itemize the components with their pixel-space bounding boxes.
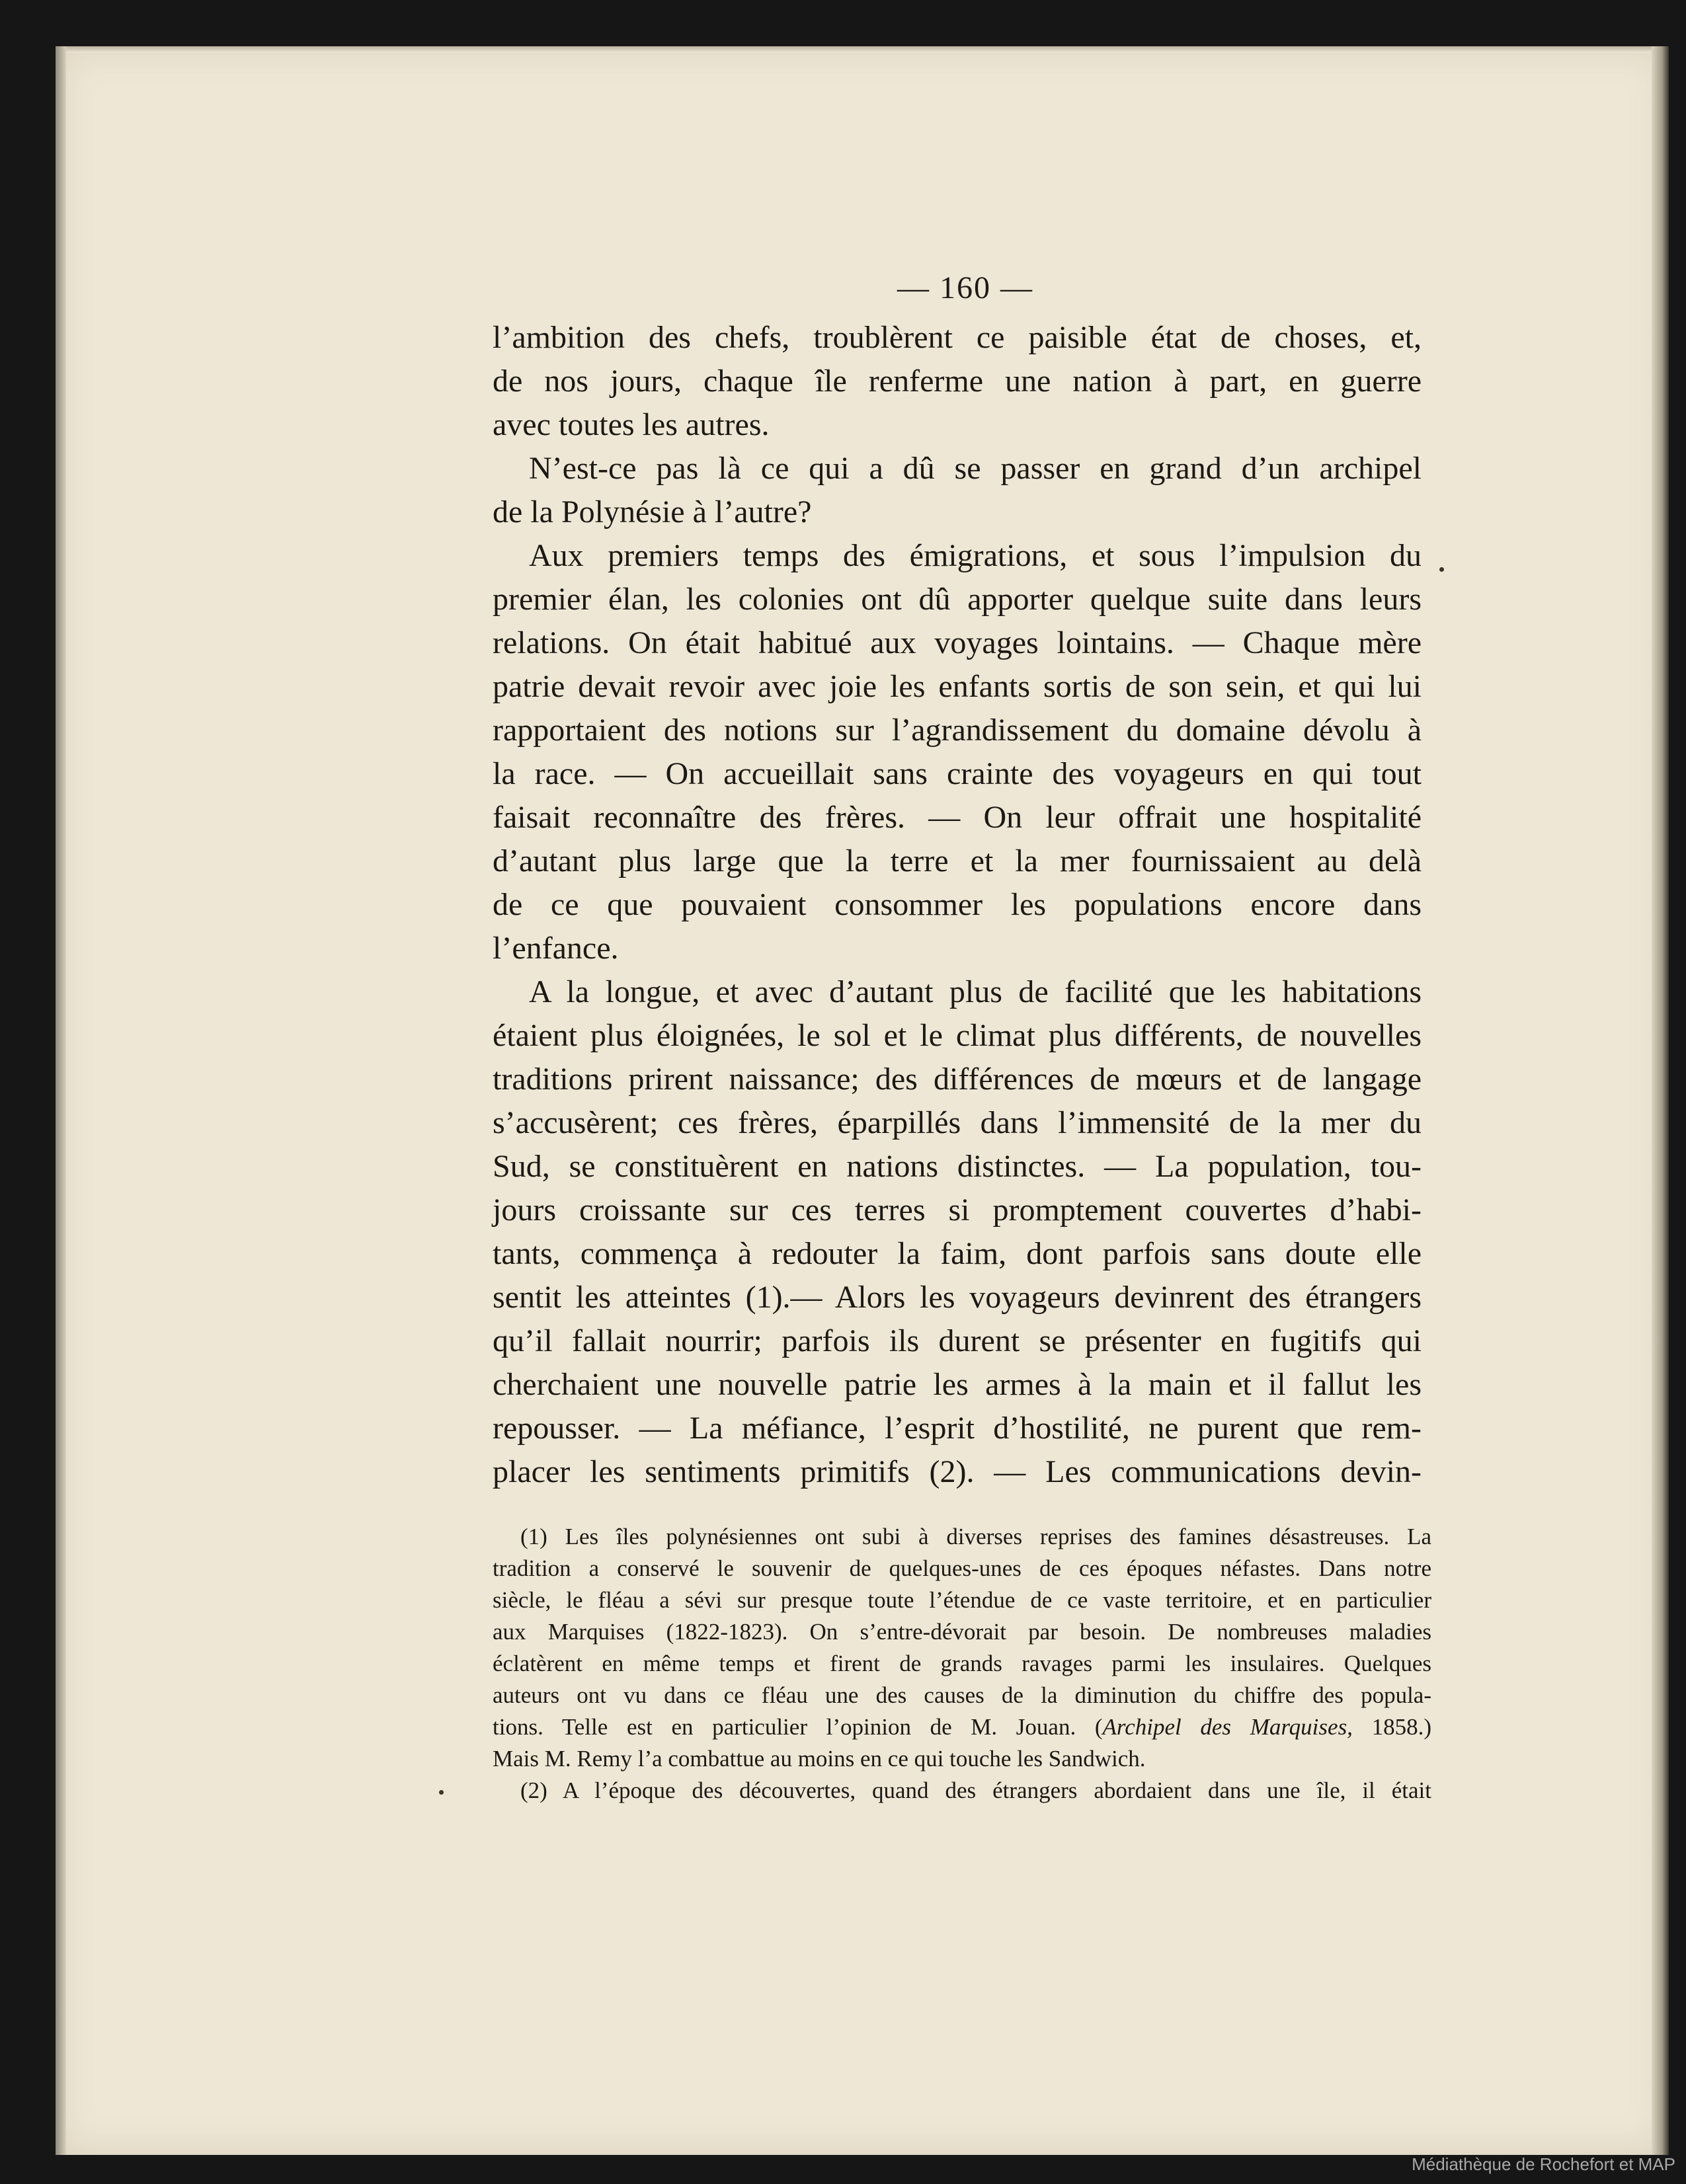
footnote-line: aux Marquises (1822-1823). On s’entre-dévorait par besoin. De nombreuses maladies — [493, 1619, 1431, 1645]
work-title: Archipel des Marquises, — [1102, 1714, 1353, 1740]
page-gutter-edge — [56, 46, 66, 2155]
text-line: traditions prirent naissance; des différences de mœurs et de langage — [493, 1062, 1422, 1097]
text-line: de ce que pouvaient consommer les populations encore dans — [493, 887, 1422, 922]
text-line: de la Polynésie à l’autre? — [493, 494, 812, 529]
ink-speck — [1439, 567, 1444, 572]
text-line: patrie devait revoir avec joie les enfants sortis de son sein, et qui lui — [493, 669, 1422, 704]
text-line: étaient plus éloignées, le sol et le climat plus différents, de nouvelles — [493, 1018, 1422, 1053]
text-line: N’est-ce pas là ce qui a dû se passer en grand d’un archipel — [529, 451, 1422, 486]
main-text — [493, 316, 1422, 1494]
text-line: faisait reconnaître des frères. — On leur offrait une hospitalité — [493, 800, 1422, 835]
page-number: — 160 — — [897, 270, 1033, 305]
footnote-line: siècle, le fléau a sévi sur presque toute l’étendue de ce vaste territoire, et en particulier — [493, 1587, 1431, 1613]
text-line: repousser. — La méfiance, l’esprit d’hostilité, ne purent que rem- — [493, 1411, 1422, 1446]
page-fore-edge — [1652, 46, 1669, 2155]
footnote-text: 1858.) — [1352, 1714, 1431, 1740]
text-line: qu’il fallait nourrir; parfois ils durent se présenter en fugitifs qui — [493, 1323, 1422, 1358]
text-line: sentit les atteintes (1).— Alors les voyageurs devinrent des étrangers — [493, 1280, 1422, 1315]
text-line: Aux premiers temps des émigrations, et sous l’impulsion du — [529, 538, 1422, 573]
ink-speck — [439, 1790, 444, 1795]
footnote-line: (1) Les îles polynésiennes ont subi à diverses reprises des famines désastreuses. La — [520, 1524, 1431, 1549]
text-line: la race. — On accueillait sans crainte des voyageurs en qui tout — [493, 756, 1422, 791]
text-line: d’autant plus large que la terre et la mer fournissaient au delà — [493, 843, 1422, 878]
library-watermark: Médiathèque de Rochefort et MAP — [1412, 2154, 1675, 2174]
text-line: rapportaient des notions sur l’agrandissement du domaine dévolu à — [493, 713, 1422, 748]
footnote-line: auteurs ont vu dans ce fléau une des causes de la diminution du chiffre des popula- — [493, 1682, 1431, 1708]
text-line: avec toutes les autres. — [493, 407, 770, 442]
page-top-edge — [56, 46, 1669, 53]
footnote-line — [493, 1711, 1431, 1743]
text-line: tants, commença à redouter la faim, dont parfois sans doute elle — [493, 1236, 1422, 1271]
text-line: jours croissante sur ces terres si promptement couvertes d’habi- — [493, 1192, 1422, 1228]
footnotes — [493, 1521, 1431, 1807]
text-line: premier élan, les colonies ont dû apporter quelque suite dans leurs — [493, 582, 1422, 617]
text-line: l’ambition des chefs, troublèrent ce paisible état de choses, et, — [493, 320, 1422, 355]
footnote-line: Mais M. Remy l’a combattue au moins en ce qui touche les Sandwich. — [493, 1746, 1146, 1772]
footnote-line: (2) A l’époque des découvertes, quand des étrangers abordaient dans une île, il était — [520, 1777, 1431, 1803]
footnote-line: éclatèrent en même temps et firent de grands ravages parmi les insulaires. Quelques — [493, 1651, 1431, 1676]
text-line: s’accusèrent; ces frères, éparpillés dans l’immensité de la mer du — [493, 1105, 1422, 1140]
text-line: A la longue, et avec d’autant plus de facilité que les habitations — [529, 974, 1422, 1009]
footnote-text: tions. Telle est en particulier l’opinion de M. Jouan. ( — [493, 1714, 1103, 1740]
text-line: l’enfance. — [493, 931, 619, 966]
text-line: Sud, se constituèrent en nations distinctes. — La population, tou- — [493, 1149, 1422, 1184]
text-line: cherchaient une nouvelle patrie les armes à la main et il fallut les — [493, 1367, 1422, 1402]
footnote-line: tradition a conservé le souvenir de quelques-unes de ces époques néfastes. Dans notre — [493, 1555, 1431, 1581]
text-line: de nos jours, chaque île renferme une nation à part, en guerre — [493, 364, 1422, 399]
text-line: placer les sentiments primitifs (2). — Les communications devin- — [493, 1454, 1422, 1489]
text-line: relations. On était habitué aux voyages lointains. — Chaque mère — [493, 625, 1422, 660]
